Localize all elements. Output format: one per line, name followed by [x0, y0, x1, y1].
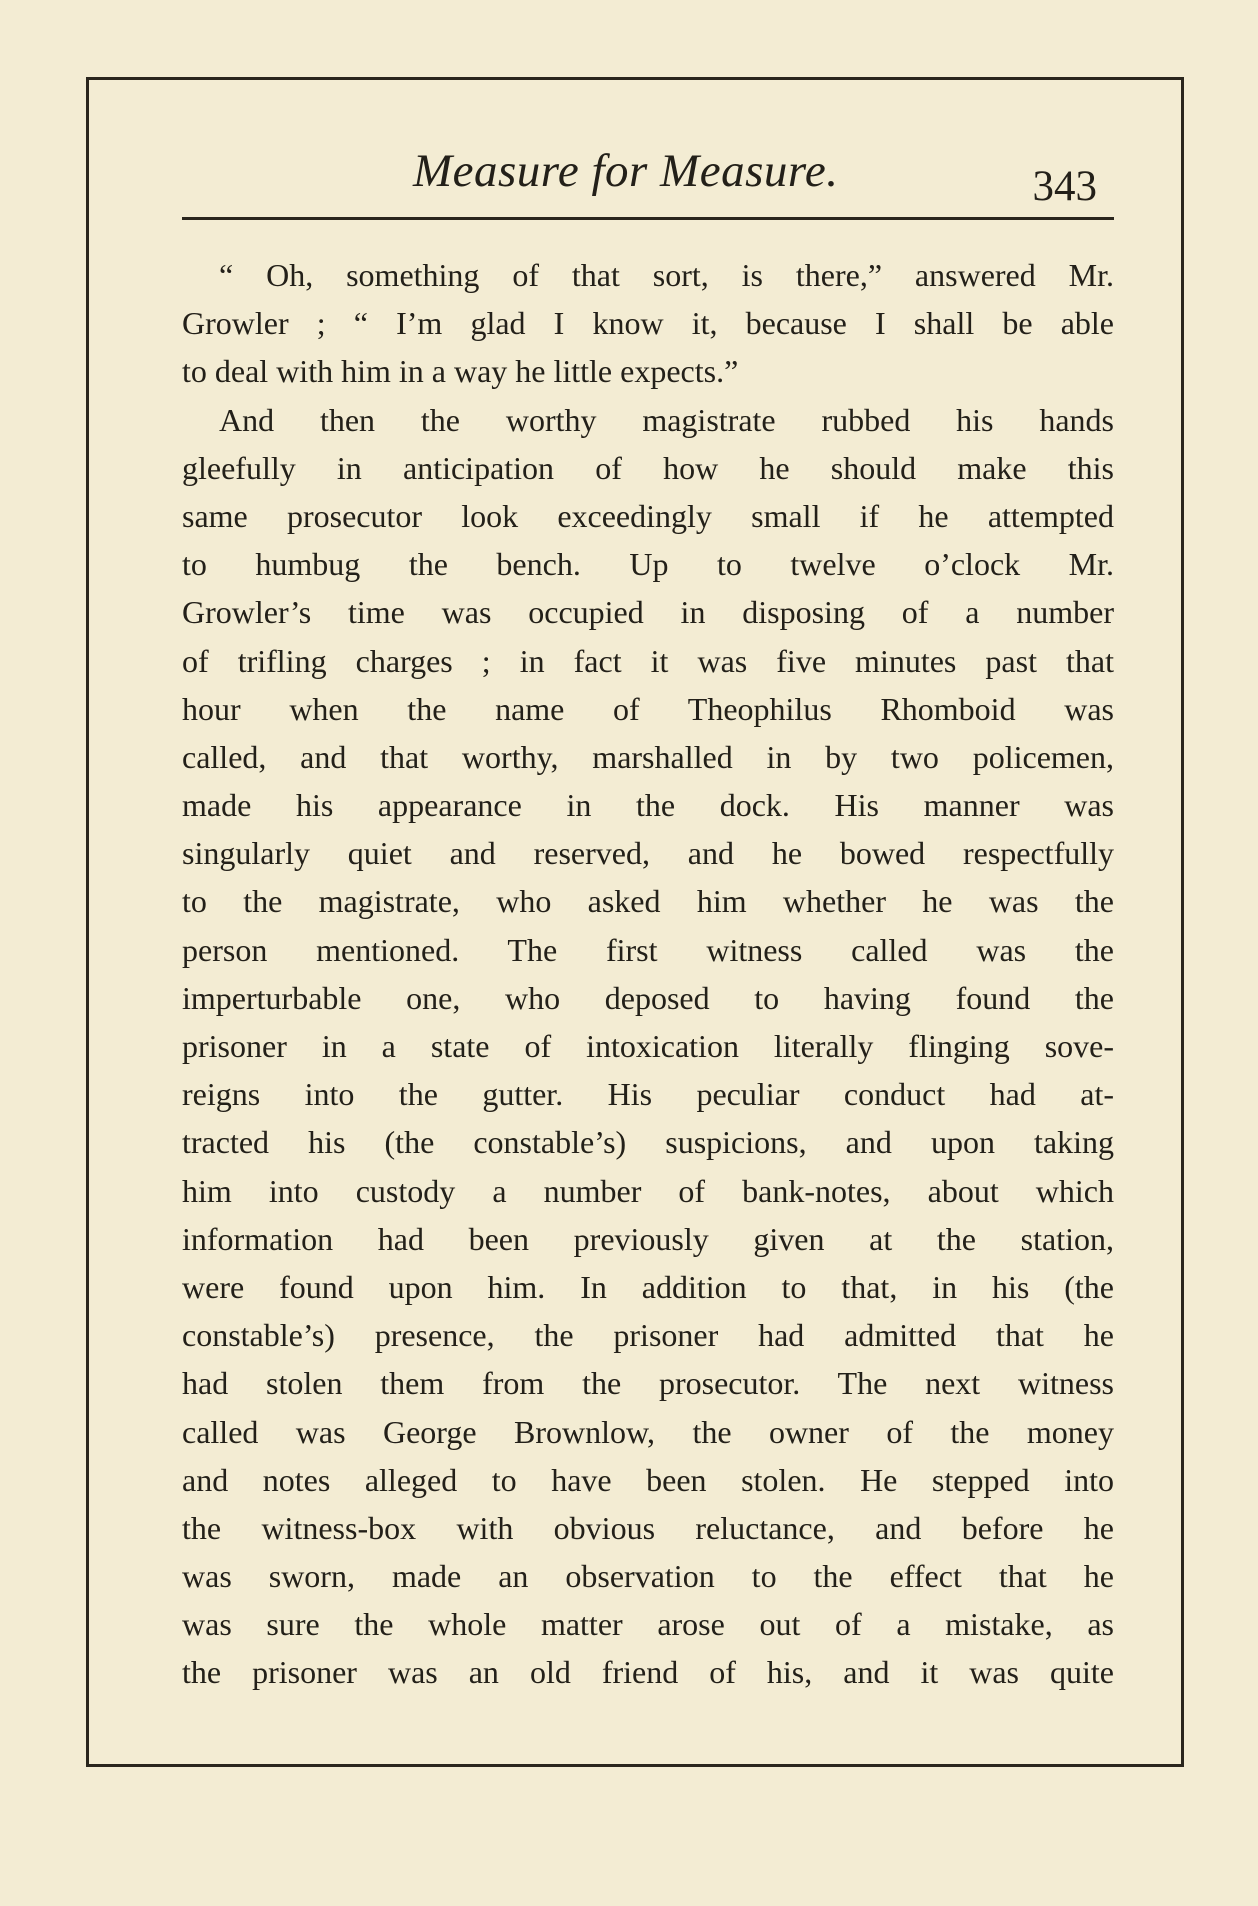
- text-line: the witness-box with obvious reluctance, and before he: [182, 1509, 1114, 1546]
- text-line: Growler ; “ I’m glad I know it, because I shall be able: [182, 305, 1114, 342]
- text-line: tracted his (the constable’s) suspicions, and upon taking: [182, 1124, 1114, 1161]
- text-line: imperturbable one, who deposed to having found the: [182, 979, 1114, 1016]
- running-head: [180, 140, 1115, 220]
- text-line: to deal with him in a way he little expects.”: [182, 353, 739, 390]
- body-text: [182, 251, 1114, 1697]
- text-line: gleefully in anticipation of how he should make this: [182, 449, 1114, 486]
- running-title: Measure for Measure.: [413, 145, 839, 197]
- text-line: called was George Brownlow, the owner of the money: [182, 1413, 1114, 1450]
- text-line: reigns into the gutter. His peculiar conduct had at-: [182, 1076, 1114, 1113]
- text-line: “ Oh, something of that sort, is there,” answered Mr.: [219, 257, 1114, 293]
- text-line: hour when the name of Theophilus Rhomboid was: [182, 690, 1114, 727]
- text-line: called, and that worthy, marshalled in by two policemen,: [182, 738, 1114, 775]
- text-line: were found upon him. In addition to that, in his (the: [182, 1268, 1114, 1305]
- text-line: the prisoner was an old friend of his, and it was quite: [182, 1654, 1114, 1691]
- text-line: information had been previously given at the station,: [182, 1220, 1114, 1257]
- header-rule: [182, 217, 1114, 220]
- page-number: 343: [1032, 163, 1097, 210]
- text-line: person mentioned. The first witness called was the: [182, 931, 1114, 968]
- text-line: and notes alleged to have been stolen. He stepped into: [182, 1461, 1114, 1498]
- text-line: Growler’s time was occupied in disposing of a number: [182, 594, 1114, 631]
- text-line: to humbug the bench. Up to twelve o’clock Mr.: [182, 546, 1114, 583]
- text-line: was sworn, made an observation to the effect that he: [182, 1558, 1114, 1595]
- text-line: of trifling charges ; in fact it was five minutes past that: [182, 642, 1114, 679]
- text-line: to the magistrate, who asked him whether he was the: [182, 883, 1114, 920]
- text-line: constable’s) presence, the prisoner had admitted that he: [182, 1317, 1114, 1354]
- text-line: had stolen them from the prosecutor. The next witness: [182, 1365, 1114, 1402]
- text-line: same prosecutor look exceedingly small if he attempted: [182, 497, 1114, 534]
- text-line: singularly quiet and reserved, and he bowed respectfully: [182, 835, 1114, 872]
- text-line: prisoner in a state of intoxication literally flinging sove-: [182, 1028, 1114, 1064]
- text-line: was sure the whole matter arose out of a mistake, as: [182, 1606, 1114, 1643]
- text-line: him into custody a number of bank-notes, about which: [182, 1172, 1114, 1209]
- text-line: And then the worthy magistrate rubbed his hands: [219, 401, 1114, 438]
- text-line: made his appearance in the dock. His manner was: [182, 787, 1114, 824]
